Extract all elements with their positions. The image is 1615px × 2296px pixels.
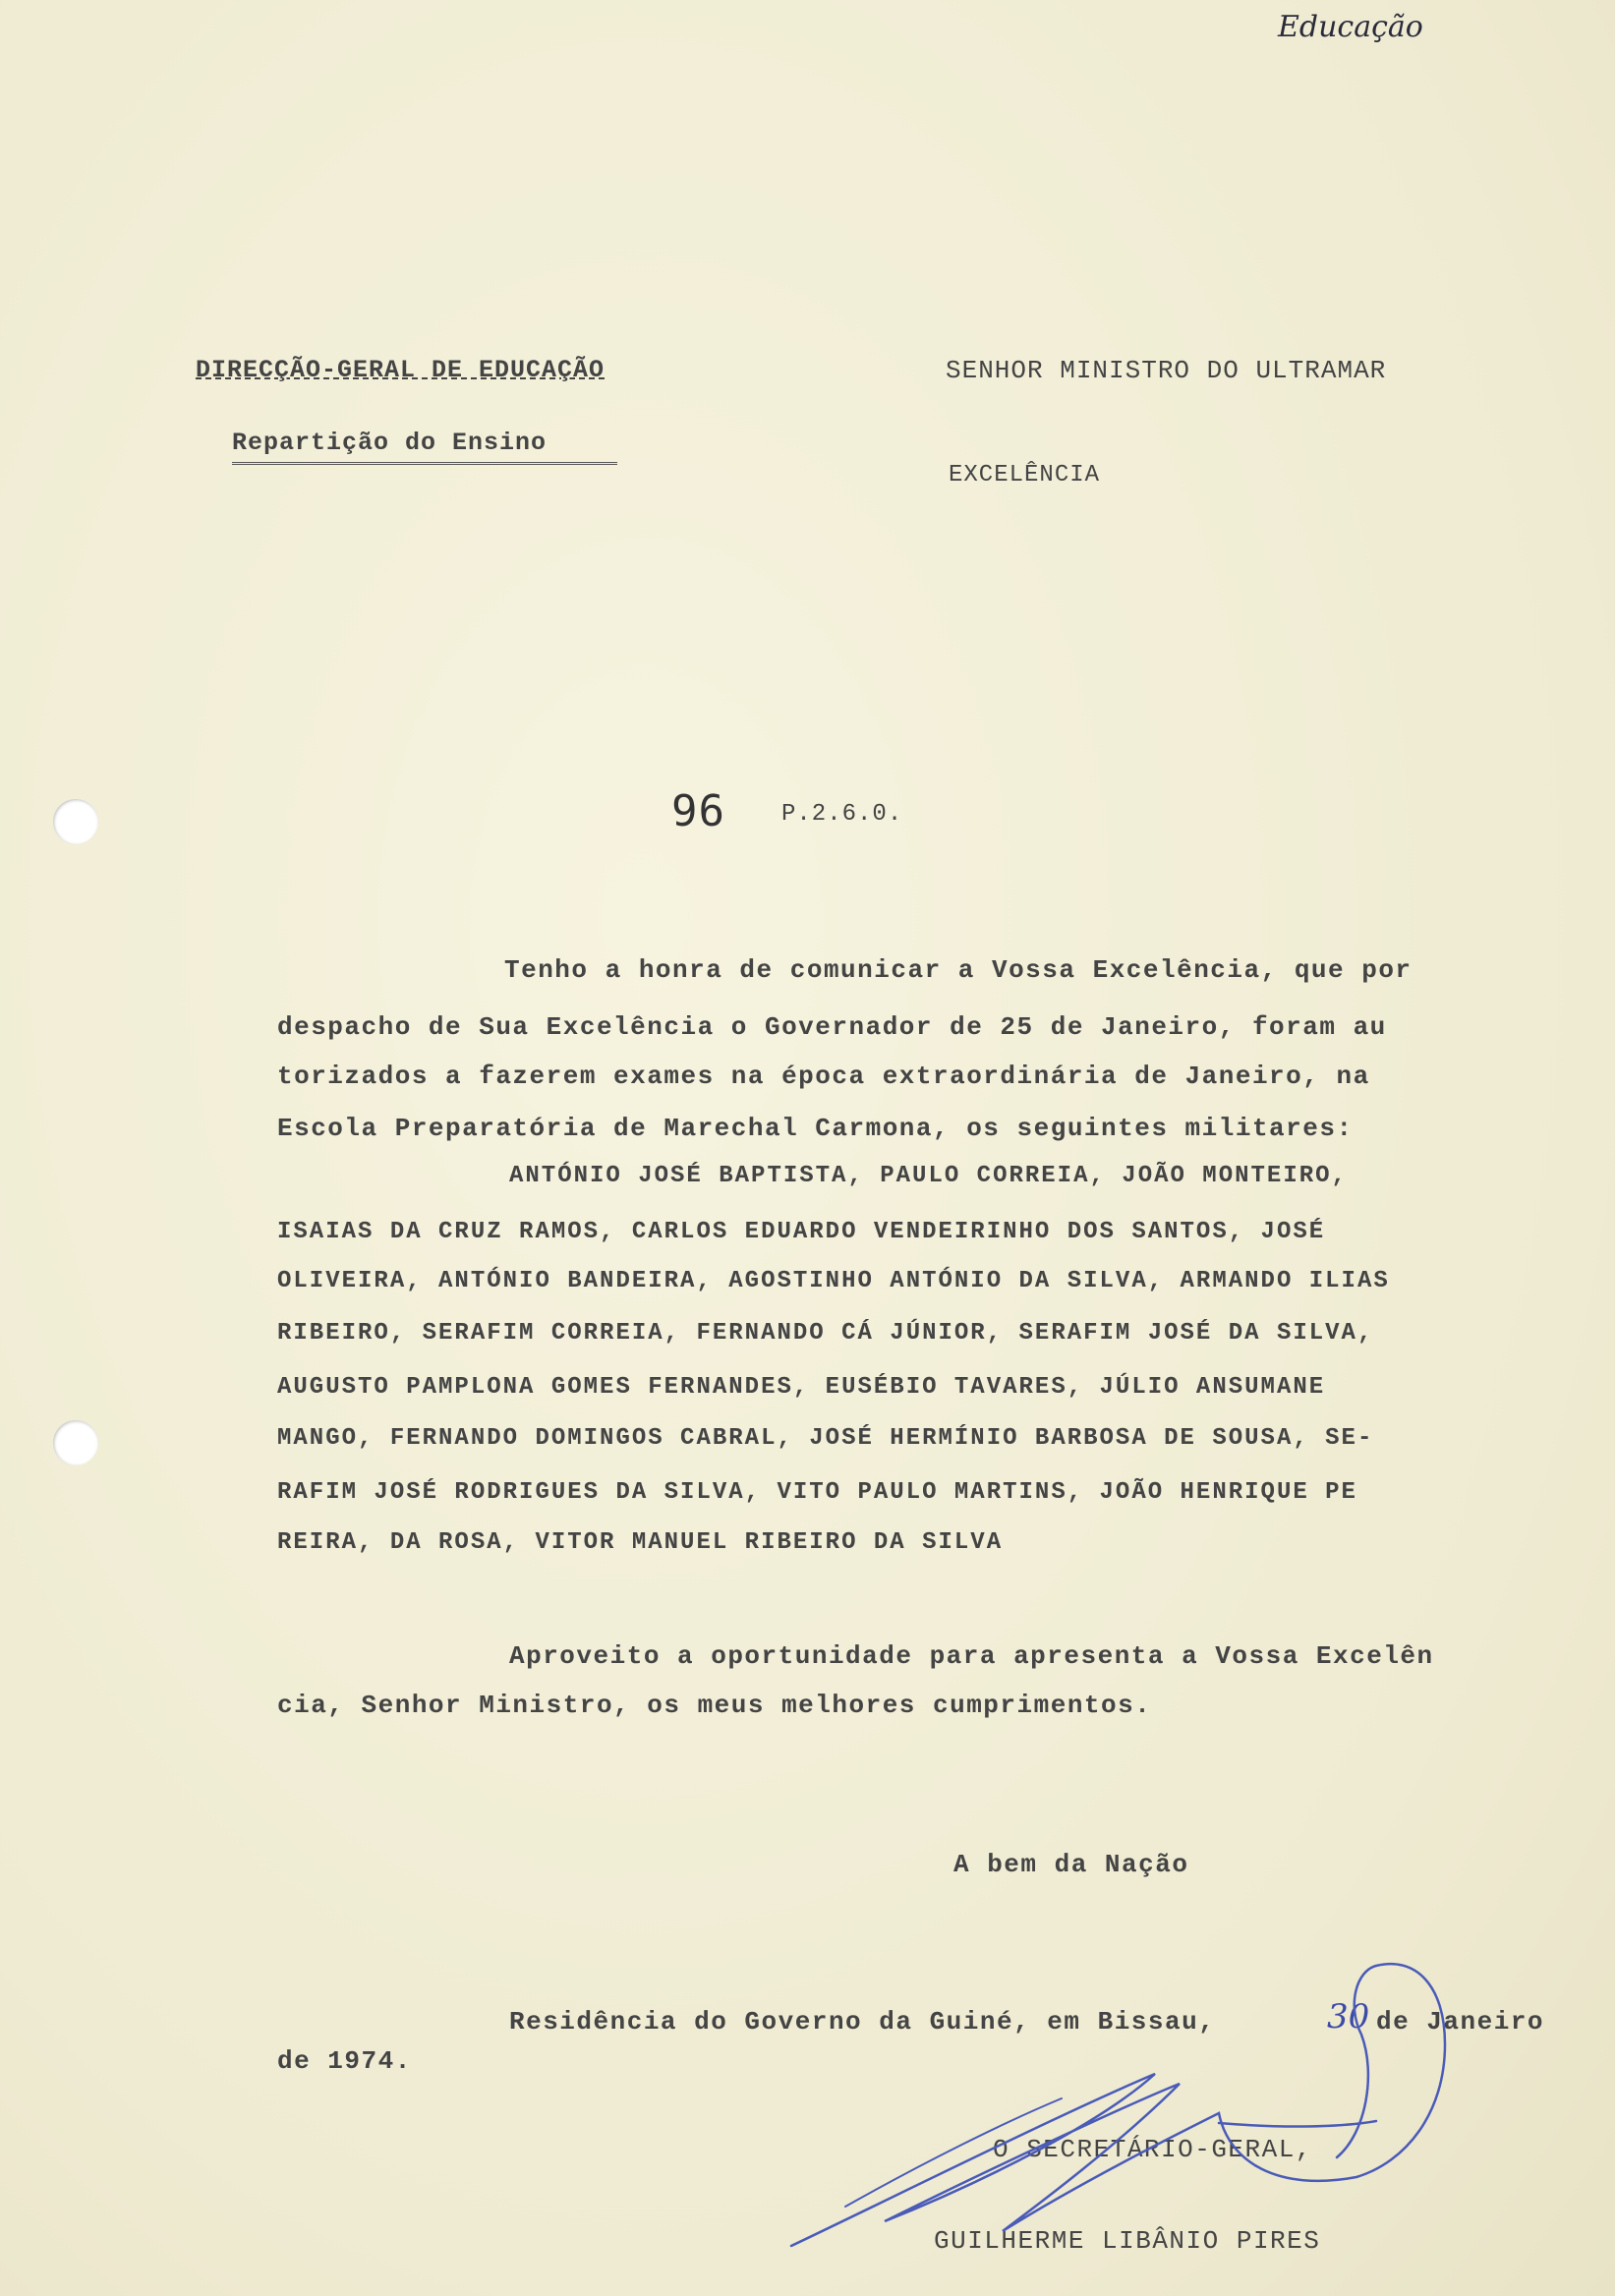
salutation: EXCELÊNCIA [949,462,1101,488]
reference-code: P.2.6.0. [781,801,903,828]
month-part: de Janeiro [1376,2007,1545,2037]
body-line-1: Tenho a honra de comunicar a Vossa Excelência, que por [504,955,1413,985]
motto: A bem da Nação [953,1850,1189,1879]
names-line-4: RIBEIRO, SERAFIM CORREIA, FERNANDO CÁ JÚNIOR, SERAFIM JOSÉ DA SILVA, [277,1320,1374,1347]
section-heading: Repartição do Ensino [232,429,548,457]
department-heading: DIRECÇÃO-GERAL DE EDUCAÇÃO [196,356,606,384]
reference-number: 96 [671,786,725,836]
place-line: Residência do Governo da Guiné, em Bissau, [509,2007,1216,2037]
closing-line-2: cia, Senhor Ministro, os meus melhores cumprimentos. [277,1691,1152,1720]
body-line-3: torizados a fazerem exames na época extraordinária de Janeiro, na [277,1062,1370,1091]
names-line-8: REIRA, DA ROSA, VITOR MANUEL RIBEIRO DA SILVA [277,1529,1004,1556]
names-line-1: ANTÓNIO JOSÉ BAPTISTA, PAULO CORREIA, JOÃO MONTEIRO, [509,1163,1348,1189]
names-line-6: MANGO, FERNANDO DOMINGOS CABRAL, JOSÉ HERMÍNIO BARBOSA DE SOUSA, SE- [277,1425,1374,1452]
signatory-name: GUILHERME LIBÂNIO PIRES [934,2226,1321,2256]
addressee: SENHOR MINISTRO DO ULTRAMAR [946,356,1387,385]
year-line: de 1974. [277,2046,412,2076]
names-line-2: ISAIAS DA CRUZ RAMOS, CARLOS EDUARDO VENDEIRINHO DOS SANTOS, JOSÉ [277,1219,1326,1245]
handwritten-day: 30 [1327,1997,1370,2037]
body-line-4: Escola Preparatória de Marechal Carmona, os seguintes militares: [277,1114,1354,1143]
body-line-2: despacho de Sua Excelência o Governador de 25 de Janeiro, foram au [277,1012,1387,1042]
names-line-5: AUGUSTO PAMPLONA GOMES FERNANDES, EUSÉBIO TAVARES, JÚLIO ANSUMANE [277,1374,1326,1401]
signatory-title: O SECRETÁRIO-GERAL, [993,2135,1312,2164]
handwritten-note: Educação [1278,10,1423,44]
names-line-3: OLIVEIRA, ANTÓNIO BANDEIRA, AGOSTINHO ANTÓNIO DA SILVA, ARMANDO ILIAS [277,1268,1390,1294]
names-line-7: RAFIM JOSÉ RODRIGUES DA SILVA, VITO PAULO MARTINS, JOÃO HENRIQUE PE [277,1479,1357,1506]
closing-line-1: Aproveito a oportunidade para apresenta a Vossa Excelên [509,1641,1434,1671]
